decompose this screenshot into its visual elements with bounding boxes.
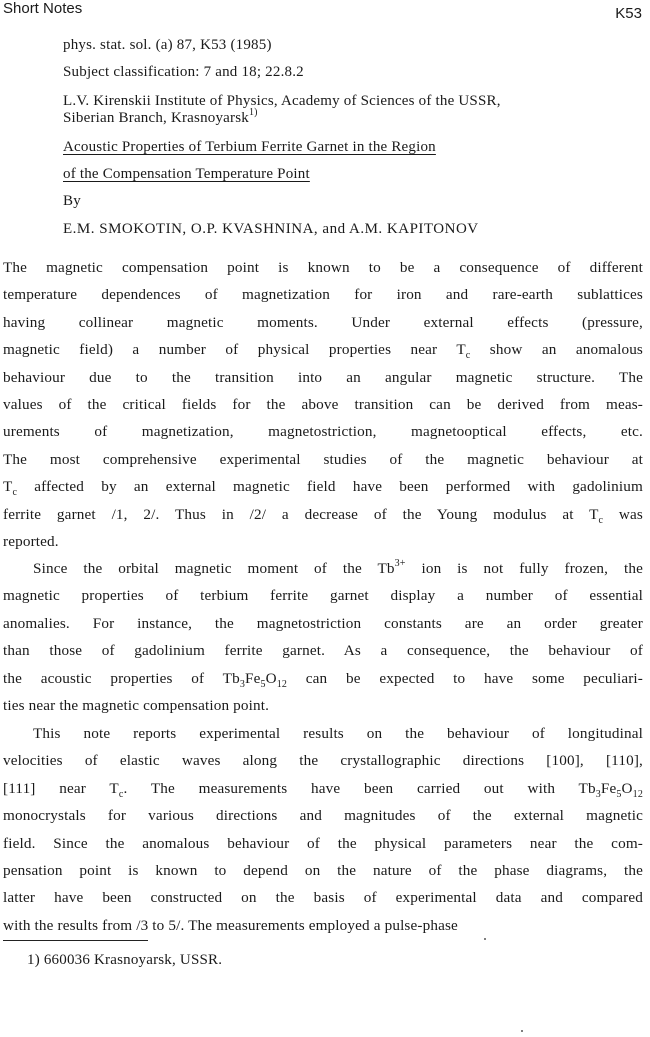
- institute-line-1: L.V. Kirenskii Institute of Physics, Academy of Sciences of the USSR,: [63, 93, 501, 109]
- body-line: the acoustic properties of $Tb_3Fe_5O_{12}$ can be expected to have some peculiari-: [3, 669, 643, 690]
- institute-line-2: [63, 107, 258, 127]
- body-line: temperature dependences of magnetization for iron and rare-earth sublattices: [3, 286, 643, 304]
- subscript: 5: [260, 678, 266, 690]
- subscript: c: [12, 487, 18, 499]
- footnote-rule: [3, 940, 148, 941]
- article-title-line-2: of the Compensation Temperature Point: [63, 166, 310, 182]
- body-line: with the results from /3 to 5/. The measurements employed a pulse-phase: [3, 916, 458, 934]
- page-number: K53: [615, 5, 642, 22]
- body-line: $T_c$ affected by an external magnetic field have been performed with gadolinium: [3, 478, 643, 499]
- body-line: ferrite garnet /1, 2/. Thus in /2/ a decrease of the Young modulus at $T_c$ was: [3, 505, 643, 526]
- body-line: velocities of elastic waves along the crystallographic directions [100], [110],: [3, 752, 643, 770]
- body-line: latter have been constructed on the basis of experimental data and compared: [3, 889, 643, 907]
- subscript: c: [118, 788, 124, 800]
- body-line: [111] near $T_c$. The measurements have been carried out with $Tb_3Fe_5O_{12}$: [3, 779, 643, 800]
- footnote: 1) 660036 Krasnoyarsk, USSR.: [27, 952, 223, 968]
- subscript: c: [598, 514, 604, 526]
- body-line: pensation point is known to depend on the nature of the phase diagrams, the: [3, 862, 643, 879]
- scan-speck: [521, 1030, 523, 1032]
- body-line: ties near the magnetic compensation point.: [3, 697, 270, 714]
- subscript: 5: [616, 788, 622, 800]
- body-line: field. Since the anomalous behaviour of the physical parameters near the com-: [3, 834, 643, 852]
- subscript: 12: [632, 788, 643, 800]
- subscript: 12: [276, 678, 288, 690]
- body-line: urements of magnetization, magnetostriction, magnetooptical effects, etc.: [3, 423, 643, 441]
- institute-text: Siberian Branch, Krasnoyarsk: [63, 110, 249, 126]
- body-line: reported.: [3, 533, 59, 550]
- body-line: magnetic field) a number of physical properties near $T_c$ show an anomalous: [3, 341, 643, 362]
- body-line: magnetic properties of terbium ferrite garnet display a number of essential: [3, 587, 643, 605]
- subscript: 3: [239, 678, 245, 690]
- scan-speck: [484, 938, 486, 940]
- body-line: than those of gadolinium ferrite garnet. As a consequence, the behaviour of: [3, 642, 643, 660]
- body-line: The most comprehensive experimental studies of the magnetic behaviour at: [3, 450, 643, 468]
- subscript: c: [465, 350, 471, 362]
- body-line: behaviour due to the transition into an angular magnetic structure. The: [3, 368, 643, 386]
- institute-footnote-mark: 1): [248, 107, 258, 118]
- body-line: values of the critical fields for the above transition can be derived from meas-: [3, 396, 643, 413]
- body-line: This note reports experimental results on the behaviour of longitudinal: [33, 725, 643, 742]
- body-line: monocrystals for various directions and magnitudes of the external magnetic: [3, 807, 643, 825]
- body-line: anomalies. For instance, the magnetostriction constants are an order greater: [3, 614, 643, 632]
- body-line: having collinear magnetic moments. Under external effects (pressure,: [3, 313, 643, 331]
- body-line: The magnetic compensation point is known to be a consequence of different: [3, 259, 643, 276]
- authors: E.M. SMOKOTIN, O.P. KVASHNINA, and A.M. KAPITONOV: [63, 221, 479, 237]
- superscript: 3+: [394, 558, 406, 569]
- body-line: Since the orbital magnetic moment of the $Tb^{3+}$ ion is not fully frozen, the: [33, 558, 643, 577]
- journal-citation: phys. stat. sol. (a) 87, K53 (1985): [63, 37, 272, 53]
- subject-classification: Subject classification: 7 and 18; 22.8.2: [63, 64, 304, 80]
- running-header-left: Short Notes: [3, 0, 83, 17]
- by-label: By: [63, 193, 81, 209]
- subscript: 3: [595, 788, 601, 800]
- article-title-line-1: Acoustic Properties of Terbium Ferrite Garnet in the Region: [63, 139, 436, 155]
